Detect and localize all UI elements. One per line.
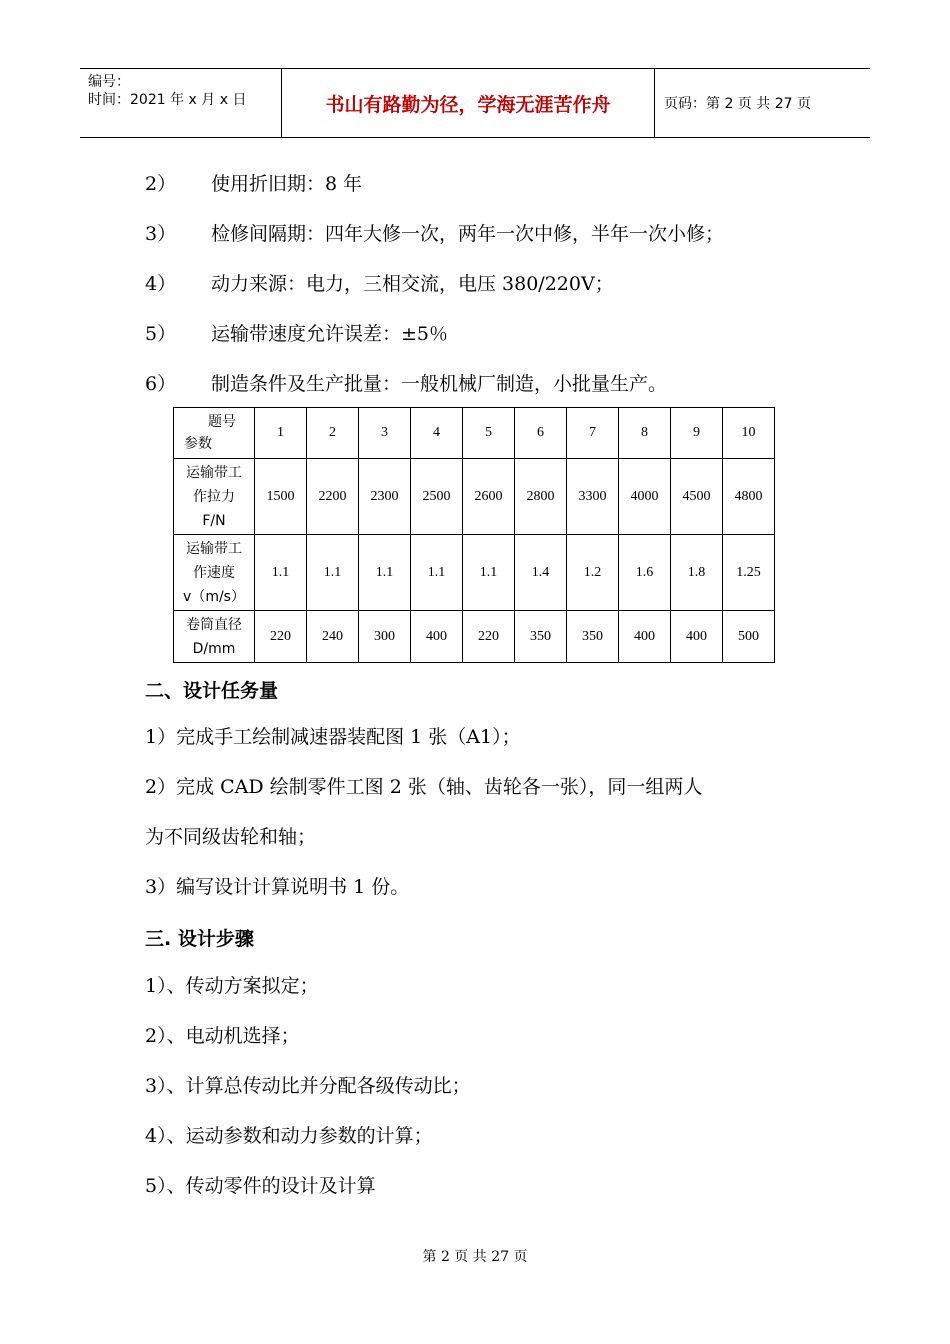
table-cell: 1.1 — [359, 535, 411, 611]
table-cell: 1.25 — [723, 535, 775, 611]
table-cell: 350 — [567, 611, 619, 663]
table-cell: 1.2 — [567, 535, 619, 611]
list-item-text: 动力来源：电力，三相交流，电压 380/220V； — [211, 273, 614, 295]
paragraph: 2）完成 CAD 绘制零件工图 2 张（轴、齿轮各一张），同一组两人 — [145, 776, 703, 798]
table-cell: 3300 — [567, 459, 619, 535]
header-page-info: 页码：第 2 页 共 27 页 — [664, 96, 811, 112]
list-item — [145, 319, 448, 349]
column-header: 1 — [255, 408, 307, 459]
row-header: 卷筒直径 D/mm — [174, 611, 255, 663]
column-header: 10 — [723, 408, 775, 459]
corner-label-bottom: 参数 — [184, 436, 212, 452]
table-cell: 400 — [671, 611, 723, 663]
section-heading: 二、设计任务量 — [145, 680, 279, 702]
table-cell: 220 — [463, 611, 515, 663]
table-cell: 2200 — [307, 459, 359, 535]
header-motto: 书山有路勤为径，学海无涯苦作舟 — [325, 93, 611, 116]
page-header — [80, 68, 870, 138]
table-cell: 1.1 — [255, 535, 307, 611]
table-cell: 4800 — [723, 459, 775, 535]
table-cell: 300 — [359, 611, 411, 663]
table-cell: 2600 — [463, 459, 515, 535]
page-footer: 第 2 页 共 27 页 — [422, 1249, 528, 1265]
paragraph: 2）、电动机选择； — [145, 1025, 300, 1047]
table-cell: 400 — [619, 611, 671, 663]
corner-label-top: 题号 — [208, 414, 236, 430]
paragraph: 为不同级齿轮和轴； — [145, 826, 317, 848]
header-meta — [88, 73, 246, 109]
table-cell: 350 — [515, 611, 567, 663]
table-row — [174, 611, 775, 663]
table-cell: 1.1 — [463, 535, 515, 611]
table-cell: 2800 — [515, 459, 567, 535]
table-row — [174, 535, 775, 611]
column-header: 4 — [411, 408, 463, 459]
row-header: 运输带工 作拉力 F/N — [174, 459, 255, 535]
doc-time-label: 时间：2021 年 x 月 x 日 — [88, 92, 247, 108]
table-corner-cell — [174, 408, 255, 459]
table-cell: 240 — [307, 611, 359, 663]
list-item-number: 2） — [145, 173, 177, 195]
list-item — [145, 219, 724, 249]
column-header: 9 — [671, 408, 723, 459]
table-cell: 1.4 — [515, 535, 567, 611]
list-item-number: 6） — [145, 373, 177, 395]
paragraph: 4）、运动参数和动力参数的计算； — [145, 1125, 433, 1147]
table-cell: 400 — [411, 611, 463, 663]
column-header: 7 — [567, 408, 619, 459]
list-item-number: 4） — [145, 273, 177, 295]
list-item-text: 制造条件及生产批量：一般机械厂制造，小批量生产。 — [211, 373, 668, 395]
list-item-text: 使用折旧期：8 年 — [211, 173, 363, 195]
paragraph: 1）、传动方案拟定； — [145, 975, 319, 997]
table-header-row — [174, 408, 775, 459]
table-cell: 2500 — [411, 459, 463, 535]
header-divider — [654, 69, 655, 137]
section-heading: 三. 设计步骤 — [145, 928, 254, 950]
table-cell: 2300 — [359, 459, 411, 535]
table-cell: 220 — [255, 611, 307, 663]
table-row — [174, 459, 775, 535]
paragraph: 1）完成手工绘制减速器装配图 1 张（A1）； — [145, 726, 521, 748]
list-item-text: 检修间隔期：四年大修一次，两年一次中修，半年一次小修； — [211, 223, 725, 245]
list-item — [145, 169, 362, 199]
list-item — [145, 269, 614, 299]
parameter-table — [173, 407, 775, 663]
column-header: 2 — [307, 408, 359, 459]
row-header: 运输带工 作速度 v（m/s） — [174, 535, 255, 611]
table-cell: 1.1 — [307, 535, 359, 611]
paragraph: 3）编写设计计算说明书 1 份。 — [145, 876, 410, 898]
column-header: 3 — [359, 408, 411, 459]
doc-number-label: 编号： — [88, 74, 130, 90]
paragraph: 5）、传动零件的设计及计算 — [145, 1175, 376, 1197]
list-item-number: 5） — [145, 323, 177, 345]
table-cell: 4000 — [619, 459, 671, 535]
list-item — [145, 369, 667, 399]
table-cell: 500 — [723, 611, 775, 663]
table-cell: 1500 — [255, 459, 307, 535]
column-header: 5 — [463, 408, 515, 459]
table-cell: 1.8 — [671, 535, 723, 611]
table-cell: 4500 — [671, 459, 723, 535]
paragraph: 3）、计算总传动比并分配各级传动比； — [145, 1075, 471, 1097]
column-header: 8 — [619, 408, 671, 459]
table-cell: 1.1 — [411, 535, 463, 611]
column-header: 6 — [515, 408, 567, 459]
list-item-text: 运输带速度允许误差：±5％ — [211, 323, 449, 345]
list-item-number: 3） — [145, 223, 177, 245]
table-cell: 1.6 — [619, 535, 671, 611]
